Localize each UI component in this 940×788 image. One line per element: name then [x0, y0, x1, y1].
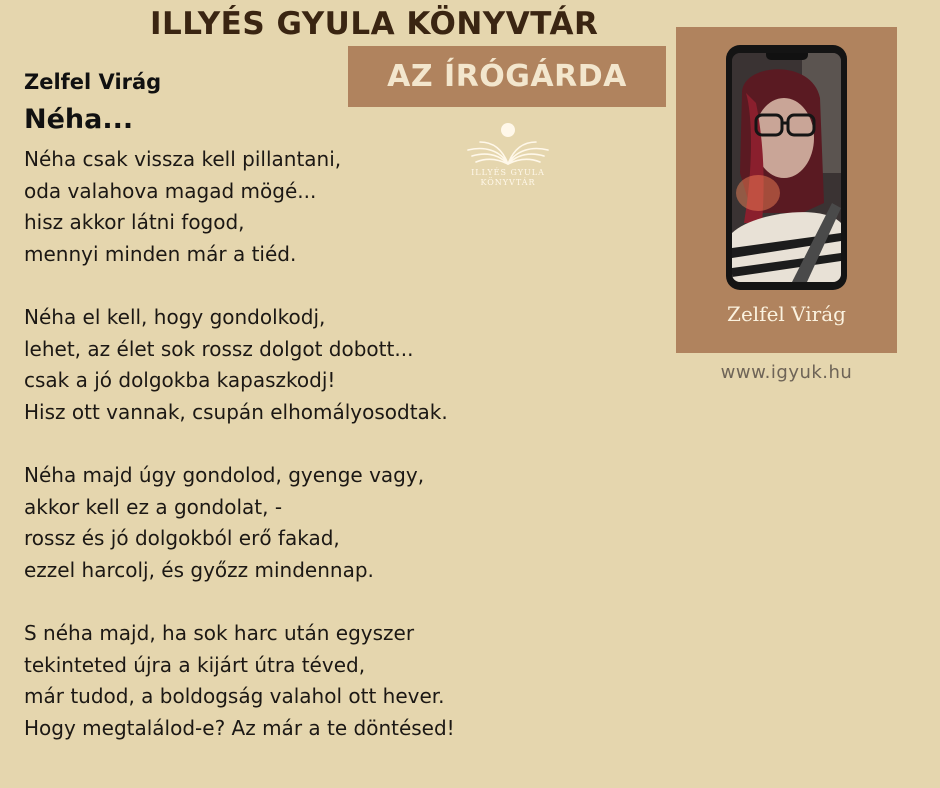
poem-line: tekinteted újra a kijárt útra téved, — [24, 652, 366, 677]
library-logo — [462, 120, 554, 196]
poem-line: oda valahova magad mögé... — [24, 178, 317, 203]
author-photo-card — [676, 27, 897, 353]
logo-line-1: ILLYÉS GYULA — [471, 168, 545, 177]
poem-line: lehet, az élet sok rossz dolgot dobott... — [24, 336, 414, 361]
poem-line: Hisz ott vannak, csupán elhomályosodtak. — [24, 399, 448, 424]
poem-line: S néha majd, ha sok harc után egyszer — [24, 621, 415, 645]
poem-line: ezzel harcolj, és győzz mindennap. — [24, 557, 374, 582]
open-book-sun-icon — [462, 120, 554, 168]
poem-author: Zelfel Virág — [24, 70, 162, 94]
poem-title: Néha... — [24, 104, 134, 135]
section-banner-label: AZ ÍRÓGÁRDA — [387, 59, 627, 94]
author-portrait — [732, 53, 841, 282]
library-title: ILLYÉS GYULA KÖNYVTÁR — [150, 6, 599, 42]
poem-line: csak a jó dolgokba kapaszkodj! — [24, 368, 336, 392]
poem-line: Néha el kell, hogy gondolkodj, — [24, 305, 326, 329]
photo-card-name: Zelfel Virág — [727, 302, 846, 326]
poem-line: akkor kell ez a gondolat, - — [24, 494, 283, 519]
poem-line: rossz és jó dolgokból erő fakad, — [24, 526, 340, 550]
stanza — [24, 618, 584, 744]
poem-line: Hogy megtalálod-e? Az már a te döntésed! — [24, 715, 455, 740]
poem-body — [24, 144, 584, 776]
stanza — [24, 302, 584, 428]
poem-line: Néha majd úgy gondolod, gyenge vagy, — [24, 463, 425, 487]
phone-notch — [766, 53, 808, 60]
logo-line-2: KÖNYVTÁR — [480, 178, 536, 187]
stanza — [24, 460, 584, 586]
poem-line: már tudod, a boldogság valahol ott hever. — [24, 684, 445, 708]
poem-line: hisz akkor látni fogod, — [24, 210, 245, 234]
website-link[interactable]: www.igyuk.hu — [720, 362, 853, 383]
section-banner — [348, 46, 666, 107]
phone-frame — [726, 45, 847, 290]
poem-line: mennyi minden már a tiéd. — [24, 241, 297, 266]
poem-line: Néha csak vissza kell pillantani, — [24, 147, 342, 171]
portrait-illustration — [732, 53, 841, 282]
